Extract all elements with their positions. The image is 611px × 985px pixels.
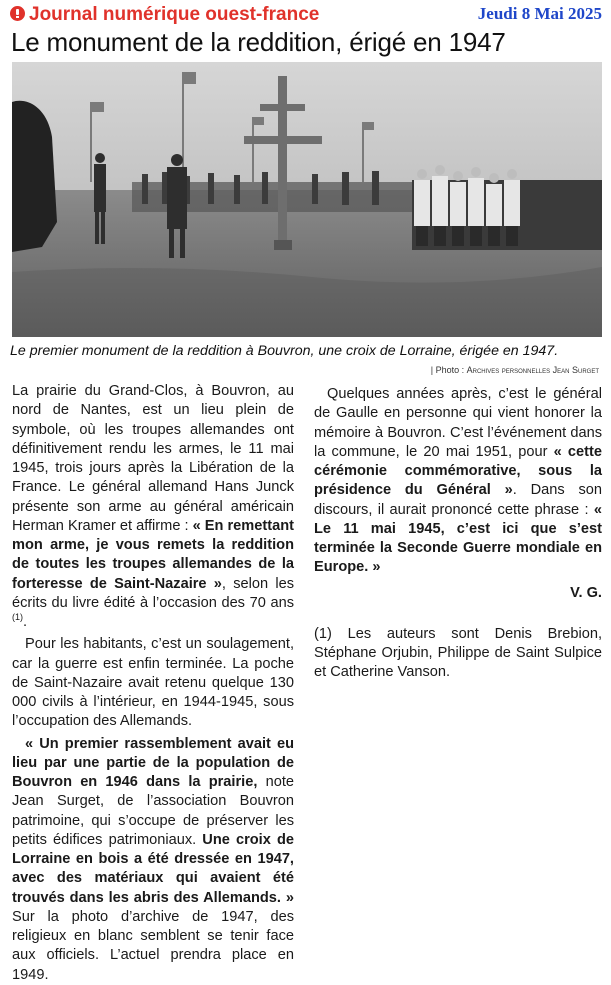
- footnote-ref: (1): [12, 612, 23, 623]
- article-headline: Le monument de la reddition, érigé en 1947: [11, 27, 506, 57]
- photo-credit: | Photo : Archives personnelles Jean Surget: [430, 365, 599, 375]
- brand-exclamation-icon: [10, 6, 25, 21]
- footnote-marker: (1): [314, 625, 332, 642]
- author-signature: V. G.: [570, 584, 602, 601]
- paragraph-2: Pour les habitants, c’est un soulagement, car la guerre est enfin terminée. La poche de Saint-Nazaire avait retenu quelque 130 000 civils à l’intérieur, en 1944-1945, sous l’occupation des Allemands.: [12, 636, 294, 730]
- masthead: [10, 2, 602, 26]
- quote-de-gaulle: « Le 11 mai 1945, c’est ici que s’est terminée la Seconde Guerre mondiale en Europe. »: [314, 501, 602, 576]
- publication-date: Jeudi 8 Mai 2025: [477, 4, 602, 23]
- quote-surget-2: Une croix de Lorraine en bois a été dressée en 1947, avec des matériaux qui avaient été trouvés dans les abris des Allemands. »: [12, 831, 294, 906]
- paragraph-1: La prairie du Grand-Clos, à Bouvron, au nord de Nantes, est un lieu plein de symbole, où les troupes allemandes ont définitivement rendu les armes, le 11 mai 1945, trois jours après la Libération de la France. Le général allemand Hans Junck présente son arme au général américain Herman Kramer et affirme : « En remettant mon arme, je vous remets la reddition de toutes les troupes allemandes de la forteresse de Saint-Nazaire », selon les écrits du livre édité à l’occasion des 70 ans $^{(1)}$.: [12, 383, 294, 630]
- quote-junck: « En remettant mon arme, je vous remets la reddition de toutes les troupes allemandes de la forteresse de Saint-Nazaire »: [12, 517, 294, 592]
- article-column-right: [314, 382, 602, 683]
- paragraph-3: « Un premier rassemblement avait eu lieu par une partie de la population de Bouvron en 1946 dans la prairie, note Jean Surget, de l’association Bouvron patrimoine, qui s’occupe de préserver les petits édifices patrimoniaux. Une croix de Lorraine en bois a été dressée en 1947, avec des matériaux qui avaient été trouvés dans les abris des Allemands. » Sur la photo d’archive de 1947, des religieux en blanc semblent se tenir face aux officiels. L’actuel prendra place en 1949.: [12, 735, 294, 983]
- archive-photo: [12, 62, 602, 337]
- article-column-left: [12, 382, 294, 985]
- photo-caption: Le premier monument de la reddition à Bouvron, une croix de Lorraine, érigée en 1947.: [10, 343, 559, 359]
- quote-surget-1: « Un premier rassemblement avait eu lieu par une partie de la population de Bouvron en 1946 dans la prairie,: [12, 735, 294, 790]
- brand-name: Journal numérique ouest-france: [29, 4, 320, 25]
- quote-ceremony: « cette cérémonie commémorative, sous la présidence du Général »: [314, 443, 602, 499]
- photo-credit-source: Archives personnelles Jean Surget: [466, 365, 599, 375]
- brand-logo[interactable]: [10, 4, 319, 26]
- footnote: (1) Les auteurs sont Denis Brebion, Stéphane Orjubin, Philippe de Saint Sulpice et Catherine Vanson.: [314, 625, 602, 681]
- paragraph-4: Quelques années après, c’est le général de Gaulle en personne qui vient honorer la mémoire à Bouvron. C’est l’événement dans la commune, le 20 mai 1951, pour « cette cérémonie commémorative, sous la présidence du Général ». Dans son discours, il aurait prononcé cette phrase : « Le 11 mai 1945, c’est ici que s’est terminée la Seconde Guerre mondiale en Europe. »: [314, 386, 602, 576]
